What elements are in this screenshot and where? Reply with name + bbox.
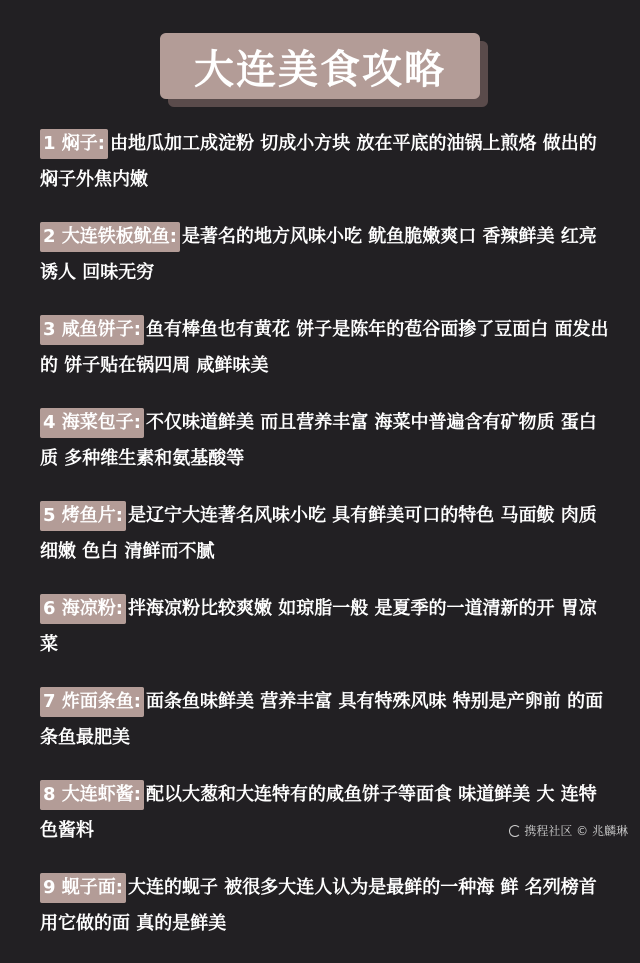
watermark (509, 822, 628, 839)
item-text: 是辽宁大连著名风味小吃 具有鲜美可口的特色 马面鲅 肉质细嫩 色白 清鲜而不腻 (40, 505, 597, 562)
item-label: 4 海菜包子: (40, 408, 144, 438)
item-label: 8 大连虾酱: (40, 780, 144, 810)
title-banner (160, 33, 490, 109)
item-label: 2 大连铁板鱿鱼: (40, 222, 180, 252)
item-label: 1 焖子: (40, 129, 108, 159)
list-item (40, 591, 610, 662)
item-text: 由地瓜加工成淀粉 切成小方块 放在平底的油锅上煎烙 做出的焖子外焦内嫩 (40, 133, 597, 190)
item-label: 5 烤鱼片: (40, 501, 126, 531)
list-item (40, 684, 610, 755)
item-text: 面条鱼味鲜美 营养丰富 具有特殊风味 特别是产卵前 的面条鱼最肥美 (40, 691, 604, 748)
list-item (40, 498, 610, 569)
item-label: 6 海凉粉: (40, 594, 126, 624)
list-item (40, 405, 610, 476)
page-title: 大连美食攻略 (160, 33, 480, 99)
item-text: 是著名的地方风味小吃 鱿鱼脆嫩爽口 香辣鲜美 红亮诱人 回味无穷 (40, 226, 597, 283)
watermark-text: 携程社区 © 兆麟琳 (524, 824, 628, 838)
item-label: 3 咸鱼饼子: (40, 315, 144, 345)
list-item (40, 219, 610, 290)
item-text: 鱼有棒鱼也有黄花 饼子是陈年的苞谷面掺了豆面白 面发出的 饼子贴在锅四周 咸鲜味美 (40, 319, 609, 376)
community-logo-icon (509, 825, 521, 837)
list-item (40, 312, 610, 383)
item-label: 7 炸面条鱼: (40, 687, 144, 717)
item-text: 大连的蚬子 被很多大连人认为是最鲜的一种海 鲜 名列榜首 用它做的面 真的是鲜美 (40, 877, 597, 934)
item-text: 不仅味道鲜美 而且营养丰富 海菜中普遍含有矿物质 蛋白质 多种维生素和氨基酸等 (40, 412, 597, 469)
item-label: 9 蚬子面: (40, 873, 126, 903)
item-text: 拌海凉粉比较爽嫩 如琼脂一般 是夏季的一道清新的开 胃凉菜 (40, 598, 597, 655)
list-item (40, 870, 610, 941)
list-item (40, 126, 610, 197)
item-text: 配以大葱和大连特有的咸鱼饼子等面食 味道鲜美 大 连特色酱料 (40, 784, 597, 841)
